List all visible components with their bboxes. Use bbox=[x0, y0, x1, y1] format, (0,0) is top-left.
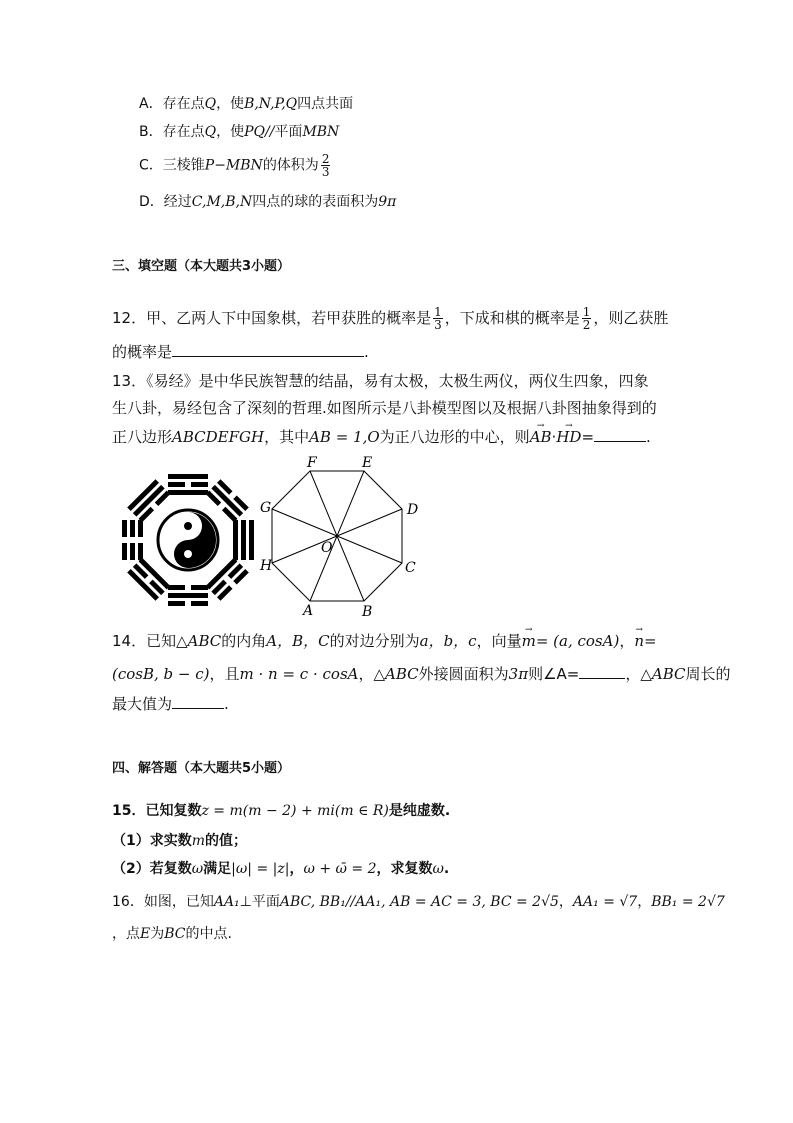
section-heading: 三、填空题（本大题共3小题） bbox=[112, 259, 291, 274]
label-g: G bbox=[260, 500, 272, 516]
label-b: B bbox=[362, 604, 373, 620]
answer-blank bbox=[172, 696, 224, 709]
question-13-line2: 生八卦，易经包含了深刻的哲理.如图所示是八卦模型图以及根据八卦图抽象得到的 bbox=[112, 399, 657, 417]
label-e: E bbox=[362, 455, 373, 471]
option-c: C．三棱锥P−MBN的体积为 $\frac{2}{3}$ bbox=[139, 152, 330, 179]
section-heading: 四、解答题（本大题共5小题） bbox=[112, 761, 291, 776]
answer-blank bbox=[579, 666, 625, 679]
question-13-line3: 正八边形ABCDEFGH，其中AB = 1,O为正八边形的中心，则→ AB·→ HD= . bbox=[112, 428, 651, 446]
bagua-figure bbox=[120, 472, 256, 608]
label-h: H bbox=[260, 558, 273, 574]
question-12-line2: 的概率是 . bbox=[112, 343, 369, 361]
question-15-part1: （1）求实数m的值； bbox=[112, 833, 248, 849]
fraction: $\frac{1}{2}$ bbox=[582, 305, 591, 332]
question-12: 12．甲、乙两人下中国象棋，若甲获胜的概率是 $\frac{1}{3}$ ，下成和棋的概率是 $\frac{1}{2}$ ，则乙获胜 bbox=[112, 305, 669, 332]
question-16-line2: ，点E为BC的中点. bbox=[112, 926, 232, 942]
label-f: F bbox=[307, 455, 317, 471]
question-15: 15．已知复数z = m(m − 2) + mi(m ∈ R)是纯虚数. bbox=[112, 803, 451, 819]
question-14-line3: 最大值为 . bbox=[112, 695, 229, 713]
yin-yang-icon bbox=[158, 510, 218, 570]
fraction: $\frac{2}{3}$ bbox=[321, 152, 330, 179]
label-d: D bbox=[407, 502, 419, 518]
label-o: O bbox=[321, 540, 333, 556]
option-a: A．存在点Q，使B,N,P,Q四点共面 bbox=[139, 96, 354, 112]
label-a: A bbox=[303, 603, 314, 619]
answer-blank bbox=[172, 344, 364, 357]
question-13-line1: 13．《易经》是中华民族智慧的结晶，易有太极，太极生两仪，两仪生四象，四象 bbox=[112, 372, 649, 390]
option-b: B．存在点Q，使PQ//平面MBN bbox=[139, 124, 340, 140]
question-15-part2: （2）若复数ω满足|ω| = |z|，ω + ω̄ = 2，求复数ω. bbox=[112, 861, 450, 877]
question-14-line2: (cosB, b − c)，且m · n = c · cosA，△ABC外接圆面积为3π则∠A= ，△ABC周长的 bbox=[112, 665, 731, 683]
fraction: $\frac{1}{3}$ bbox=[434, 305, 442, 332]
option-d: D．经过C,M,B,N四点的球的表面积为9π bbox=[139, 194, 397, 210]
octagon-figure bbox=[255, 452, 430, 620]
answer-blank bbox=[594, 429, 646, 442]
question-14-line1: 14．已知△ABC的内角A，B，C的对边分别为a，b，c，向量→ m= (a, cosA)，→ n= bbox=[112, 632, 657, 650]
question-16: 16．如图，已知AA₁⊥平面ABC, BB₁//AA₁, AB = AC = 3, BC = 2√5，AA₁ = √7，BB₁ = 2√7 bbox=[112, 894, 725, 910]
label-c: C bbox=[405, 560, 416, 576]
